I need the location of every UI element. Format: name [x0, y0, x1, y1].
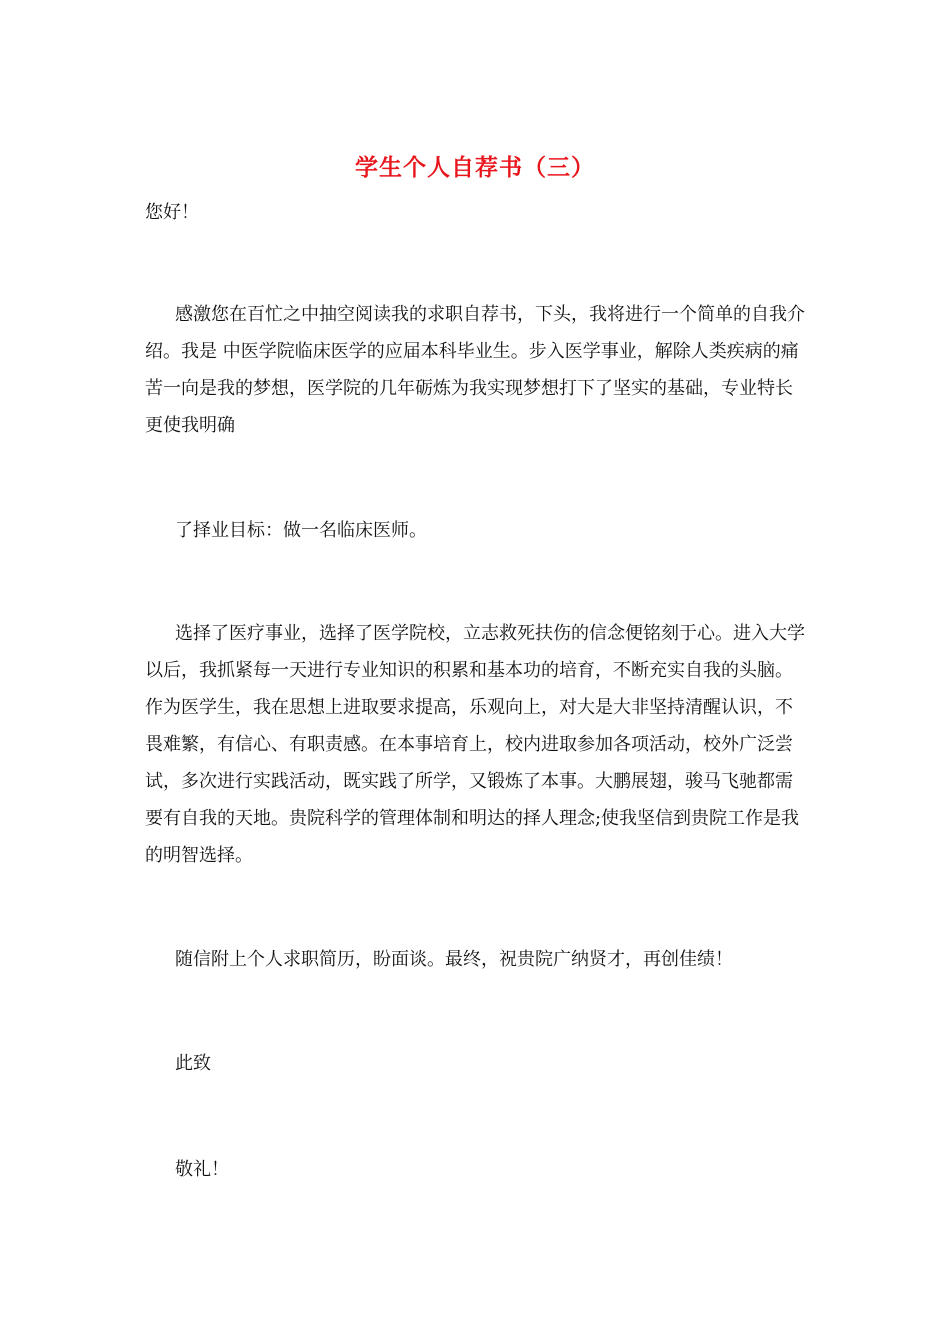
document-title: 学生个人自荐书（三） [355, 155, 595, 181]
paragraph-intro: 感激您在百忙之中抽空阅读我的求职自荐书，下头，我将进行一个简单的自我介绍。我是 中医学院临床医学的应届本科毕业生。步入医学事业，解除人类疾病的痛苦一向是我的梦想，医学院的几年砺炼为我实现梦想打下了坚实的基础，专业特长更使我明确 [145, 304, 805, 436]
closing-regards: 敬礼！ [175, 1159, 229, 1180]
paragraph-career-goal: 了择业目标：做一名临床医师。 [175, 520, 427, 541]
paragraph-attachment: 随信附上个人求职简历，盼面谈。最终，祝贵院广纳贤才，再创佳绩！ [175, 949, 733, 970]
closing-salutation: 此致 [175, 1053, 211, 1074]
greeting: 您好！ [145, 202, 199, 223]
paragraph-experience: 选择了医疗事业，选择了医学院校，立志救死扶伤的信念便铭刻于心。进入大学以后，我抓紧每一天进行专业知识的积累和基本功的培育，不断充实自我的头脑。作为医学生，我在思想上进取要求提高，乐观向上，对大是大非坚持清醒认识，不畏难繁，有信心、有职责感。在本事培育上，校内进取参加各项活动，校外广泛尝试，多次进行实践活动，既实践了所学，又锻炼了本事。大鹏展翅，骏马飞驰都需要有自我的天地。贵院科学的管理体制和明达的择人理念;使我坚信到贵院工作是我的明智选择。 [145, 623, 805, 866]
